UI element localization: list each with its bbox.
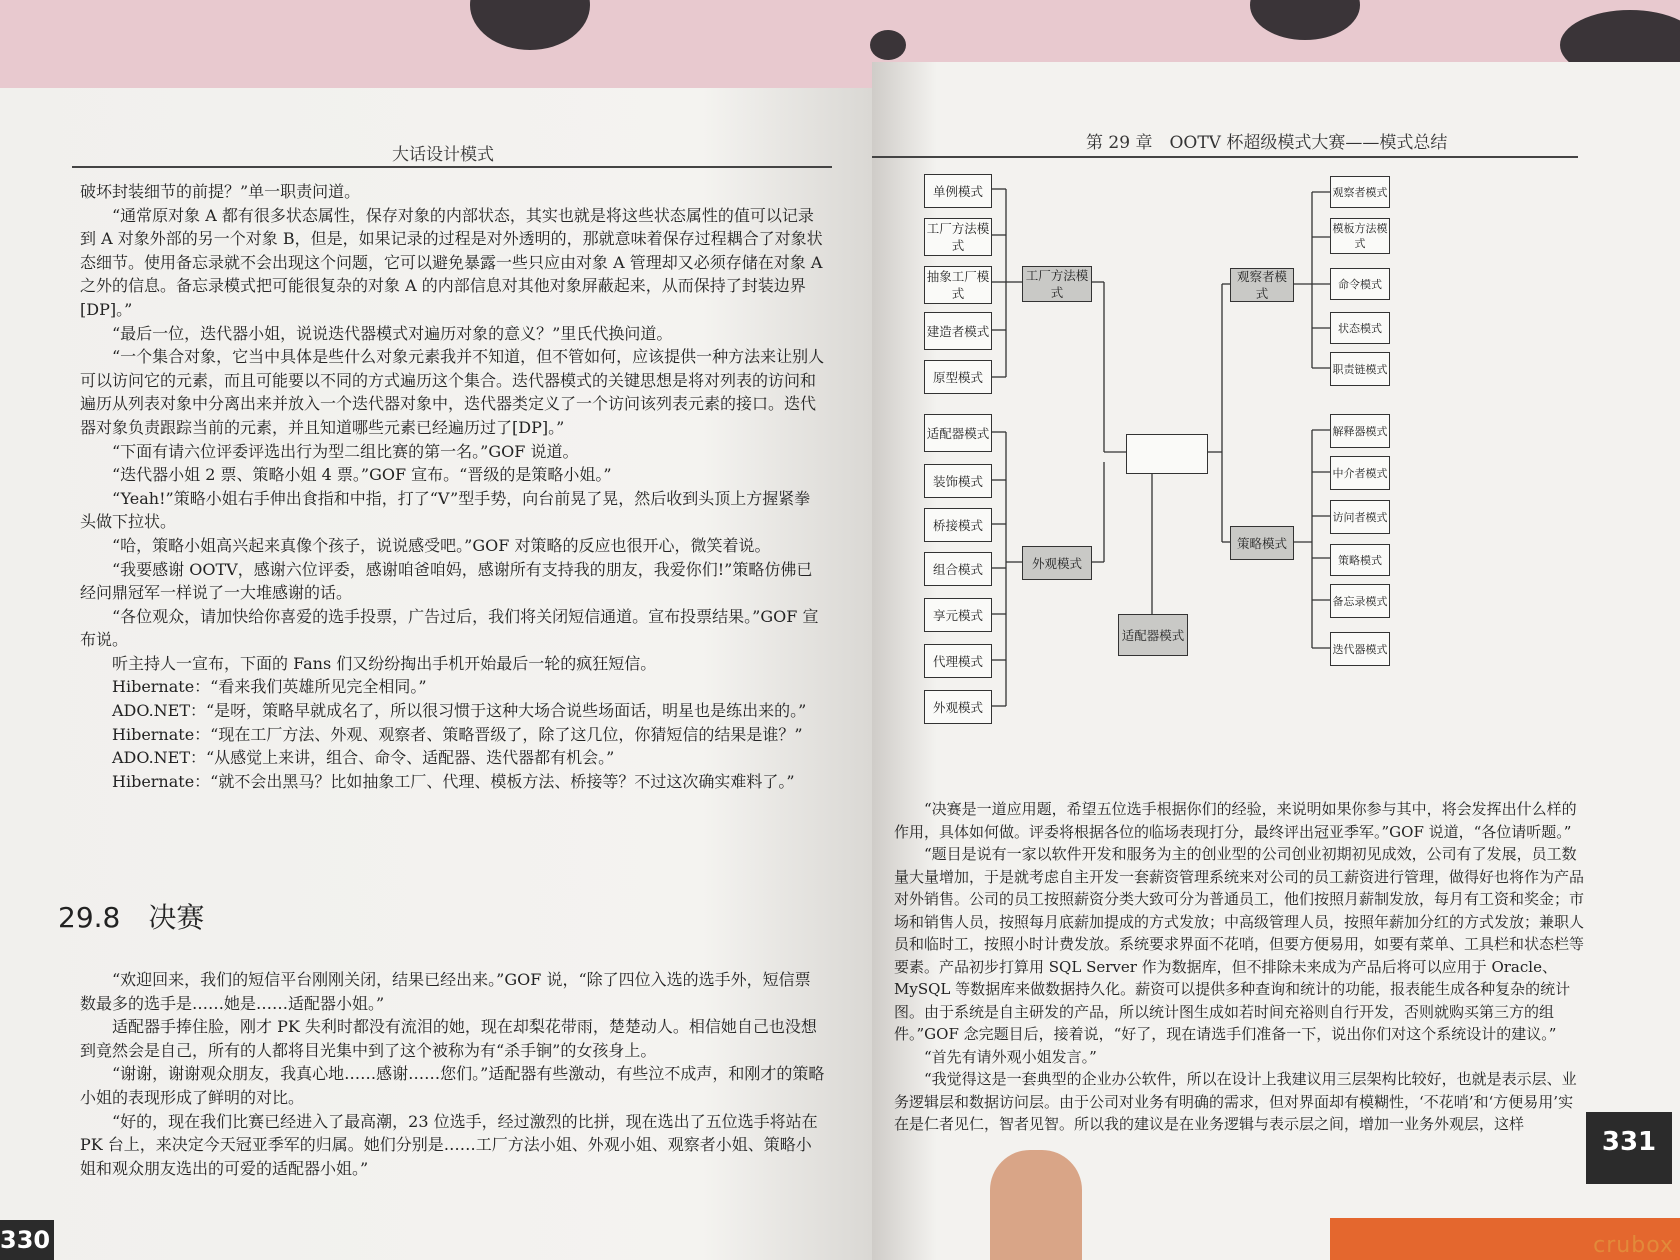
page-header: 大话设计模式 [392,145,494,165]
pattern-box-factory-method: 工厂方法模式 [924,218,992,256]
pattern-box-observer: 观察者模式 [1330,176,1390,208]
pattern-box-prototype: 原型模式 [924,360,992,394]
paragraph: “好的，现在我们比赛已经进入了最高潮，23 位选手，经过激烈的比拼，现在选出了五位选手将站在 PK 台上，来决定今天冠亚季军的归属。她们分别是……工厂方法小姐、外观小姐、观察者小姐、策略小姐和观众朋友选出的可爱的适配器小姐。” [80,1111,818,1178]
page-number: 331 [1586,1112,1672,1184]
left-page [0,88,878,1260]
paragraph: “各位观众，请加快给你喜爱的选手投票，广告过后，我们将关闭短信通道。宣布投票结果。”GOF 宣布说。 [80,606,819,650]
paragraph: “欢迎回来，我们的短信平台刚刚关闭，结果已经出来。”GOF 说，“除了四位入选的选手外，短信票数最多的选手是……她是……适配器小姐。” [80,970,811,1013]
pattern-box-iterator: 迭代器模式 [1330,632,1390,666]
pattern-box-adapter: 适配器模式 [924,414,992,452]
page-header: 第 29 章 OOTV 杯超级模式大赛——模式总结 [1086,133,1448,153]
paragraph: “哈，策略小姐高兴起来真像个孩子，说说感受吧。”GOF 对策略的反应也很开心，微笑着说。 [112,535,771,555]
paragraph: “决赛是一道应用题，希望五位选手根据你们的经验，来说明如果你参与其中，将会发挥出什么样的作用，具体如何做。评委将根据各位的临场表现打分，最终评出冠亚季军。”GOF 说道，“各位请听题。” [894,800,1577,841]
paragraph: Hibernate：“就不会出黑马？比如抽象工厂、代理、模板方法、桥接等？不过这次确实难料了。” [112,771,795,791]
header-rule [72,166,832,168]
winner-box-factory-method: 工厂方法模式 [1022,266,1092,302]
paragraph: “首先有请外观小姐发言。” [924,1047,1097,1066]
pattern-box-facade: 外观模式 [924,690,992,724]
watermark: crubox [1593,1233,1674,1258]
page-number: 330 [0,1220,54,1260]
pattern-box-singleton: 单例模式 [924,174,992,208]
paragraph: “题目是说有一家以软件开发和服务为主的创业型的公司创业初期初见成效，公司有了发展，员工数量大量增加，于是就考虑自主开发一套薪资管理系统来对公司的员工薪资进行管理，做得好也将作为产品对外销售。公司的员工按照薪资分类大致可分为普通员工，他们按照月薪制发放，每月有工资和奖金；市场和销售人员，按照每月底薪加提成的方式发放；中高级管理人员，按照年薪加分红的方式发放；兼职人员和临时工，按照小时计费发放。系统要求界面不花哨，但要方便易用，如要有菜单、工具栏和状态栏等要素。产品初步打算用 SQL Server 作为数据库，但不排除未来成为产品后将可以应用于 Oracle、MySQL 等数据库来做数据持久化。薪资可以提供多种查询和统计的功能，报表能生成各种复杂的统计图。由于系统是自主研发的产品，所以统计图生成如若时间充裕则自行开发，否则就购买第三方的组件。”GOF 念完题目后，接着说，“好了，现在请选手们准备一下，说出你们对这个系统设计的建议。” [894,845,1585,1043]
blanket-spot [870,30,906,60]
pattern-box-strategy: 策略模式 [1330,544,1390,576]
paragraph: 破坏封装细节的前提？”单一职责问道。 [80,182,361,201]
pattern-box-interpreter: 解释器模式 [1330,414,1390,448]
paragraph: “最后一位，迭代器小姐，说说迭代器模式对遍历对象的意义？”里氏代换问道。 [112,323,673,343]
section-title: 29.8 决赛 [58,901,205,934]
paragraph: “通常原对象 A 都有很多状态属性，保存对象的内部状态，其实也就是将这些状态属性的值可以记录到 A 对象外部的另一个对象 B，但是，如果记录的过程是对外透明的，那就意味着保存过程耦合了对象状态细节。使用备忘录就不会出现这个问题，它可以避免暴露一些只应由对象 A 管理却又必须存储在对象 A 之外的信息。备忘录模式把可能很复杂的对象 A 的内部信息对其他对象屏蔽起来，从而保持了封装边界[DP]。” [80,205,823,319]
blanket-spot [1250,0,1360,40]
paragraph: “我要感谢 OOTV，感谢六位评委，感谢咱爸咱妈，感谢所有支持我的朋友，我爱你们!”策略仿佛已经问鼎冠军一样说了一大堆感谢的话。 [80,559,813,603]
pattern-box-builder: 建造者模式 [924,312,992,350]
winner-box-adapter: 适配器模式 [1118,614,1188,656]
center-box [1126,434,1208,474]
diagram-connectors [872,62,1680,742]
pattern-box-chain-of-responsibility: 职责链模式 [1330,352,1390,386]
pattern-diagram [872,62,1680,742]
paragraph: “迭代器小姐 2 票、策略小姐 4 票。”GOF 宣布。“晋级的是策略小姐。” [112,465,612,485]
pattern-box-visitor: 访问者模式 [1330,500,1390,534]
paragraph: “Yeah!”策略小姐右手伸出食指和中指，打了“V”型手势，向台前晃了晃，然后收到头顶上方握紧拳头做下拉状。 [80,488,811,532]
paragraph: Hibernate：“看来我们英雄所见完全相同。” [112,677,427,697]
blanket-spot [470,0,590,50]
pattern-box-flyweight: 享元模式 [924,598,992,632]
pattern-box-memento: 备忘录模式 [1330,584,1390,618]
paragraph: ADO.NET：“是呀，策略早就成名了，所以很习惯于这种大场合说些场面话，明星也是练出来的。” [112,701,807,721]
body-text-lower [80,968,826,1180]
pattern-box-mediator: 中介者模式 [1330,456,1390,490]
paragraph: “我觉得这是一套典型的企业办公软件，所以在设计上我建议用三层架构比较好，也就是表示层、业务逻辑层和数据访问层。由于公司对业务有明确的需求，但对界面却有模糊性，‘不花哨’和‘方便易用’实在是仁者见仁，智者见智。所以我的建议是在业务逻辑与表示层之间，增加一业务外观层，这样 [894,1070,1577,1133]
pattern-box-composite: 组合模式 [924,552,992,586]
pattern-box-proxy: 代理模式 [924,644,992,678]
right-page [872,62,1680,1260]
paragraph: 听主持人一宣布，下面的 Fans 们又纷纷掏出手机开始最后一轮的疯狂短信。 [112,653,657,673]
paragraph: “下面有请六位评委评选出行为型二组比赛的第一名。”GOF 说道。 [112,441,579,461]
pattern-box-command: 命令模式 [1330,268,1390,300]
winner-box-observer: 观察者模式 [1230,268,1294,302]
pattern-box-decorator: 装饰模式 [924,464,992,498]
paragraph: “谢谢，谢谢观众朋友，我真心地……感谢……您们。”适配器有些激动，有些泣不成声，和刚才的策略小姐的表现形成了鲜明的对比。 [80,1064,825,1107]
paragraph: Hibernate：“现在工厂方法、外观、观察者、策略晋级了，除了这几位，你猜短信的结果是谁？” [112,724,803,744]
paragraph: ADO.NET：“从感觉上来讲，组合、命令、适配器、迭代器都有机会。” [112,748,615,768]
winner-box-strategy: 策略模式 [1230,526,1294,560]
pattern-box-bridge: 桥接模式 [924,508,992,542]
winner-box-facade: 外观模式 [1022,546,1092,580]
pattern-box-abstract-factory: 抽象工厂模式 [924,266,992,304]
body-text-upper [80,180,826,793]
thumb [990,1150,1082,1260]
pattern-box-state: 状态模式 [1330,312,1390,344]
paragraph: 适配器手捧住脸，刚才 PK 失利时都没有流泪的她，现在却梨花带雨，楚楚动人。相信她自己也没想到竟然会是自己，所有的人都将目光集中到了这个被称为有“杀手锏”的女孩身上。 [80,1017,817,1060]
pattern-box-template-method: 模板方法模式 [1330,218,1390,254]
body-text-right [894,798,1584,1136]
paragraph: “一个集合对象，它当中具体是些什么对象元素我并不知道，但不管如何，应该提供一种方法来让别人可以访问它的元素，而且可能要以不同的方式遍历这个集合。迭代器模式的关键思想是将对列表的访问和遍历从列表对象中分离出来并放入一个迭代器对象中，迭代器类定义了一个访问该列表元素的接口。迭代器对象负责跟踪当前的元素，并且知道哪些元素已经遍历过了[DP]。” [80,347,825,437]
